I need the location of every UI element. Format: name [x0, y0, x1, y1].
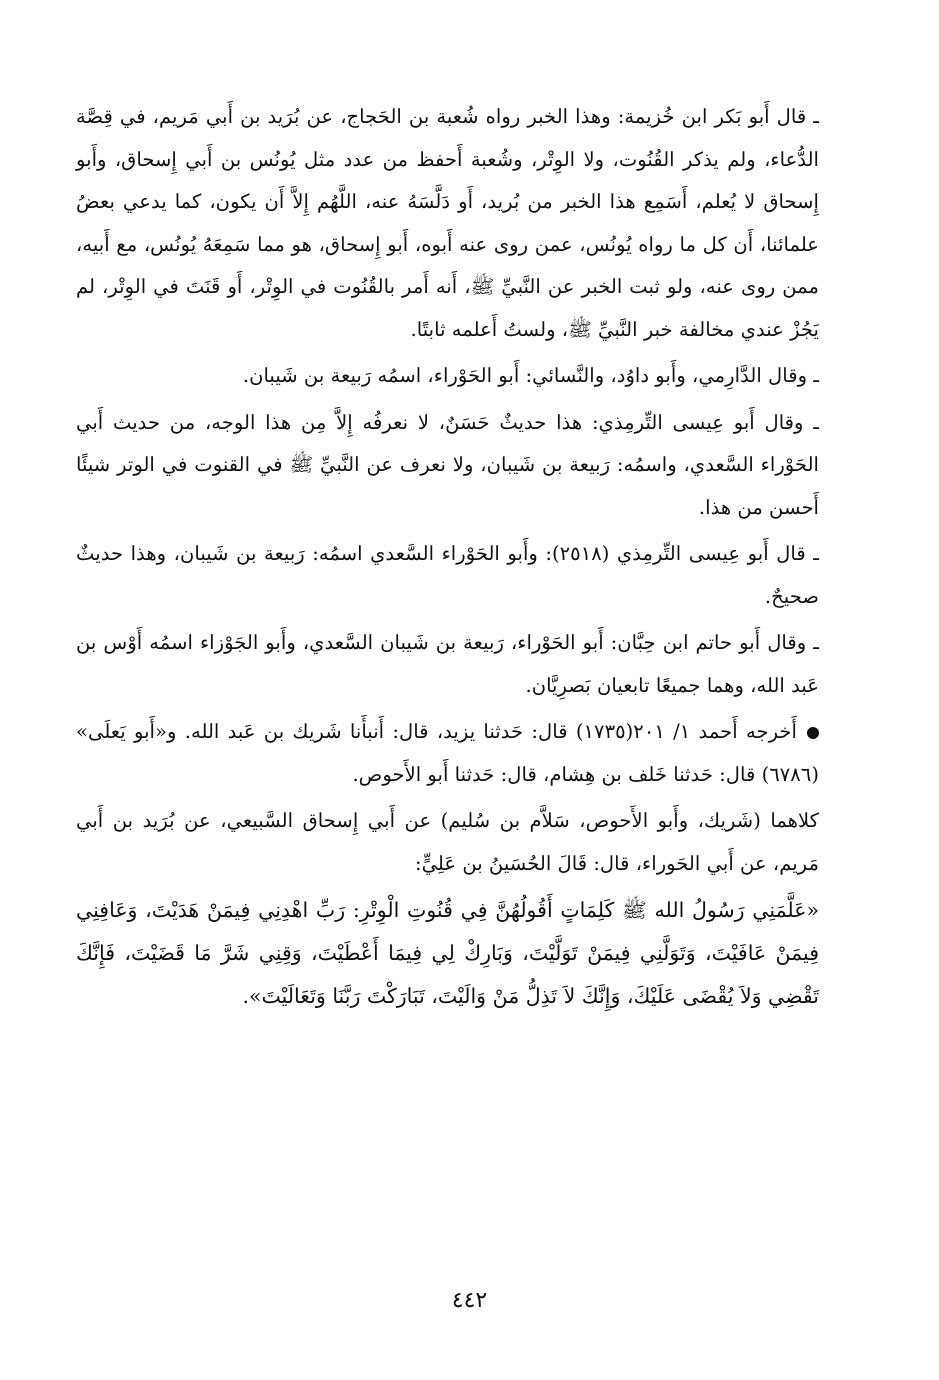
hadith-text: «عَلَّمَنِي رَسُولُ الله ﷺ كَلِمَاتٍ أَقُولُهُنَّ فِي قُنُوتِ الْوِتْرِ: رَبِّ اهْدِنِي فِيمَنْ هَدَيْتَ، وَعَافِنِي فِيمَنْ عَافَيْتَ، وَتَوَلَّنِي فِيمَنْ تَوَلَّيْتَ، وَبَارِكْ لِي فِيمَا أَعْطَيْتَ، وَقِنِي شَرَّ مَا قَضَيْتَ، فَإِنَّكَ تَقْضِي وَلاَ يُقْضَى عَلَيْكَ، وَإِنَّكَ لاَ تَذِلُّ مَنْ وَالَيْتَ، تَبَارَكْتَ رَبَّنَا وَتَعَالَيْتَ». — [76, 898, 819, 1008]
page-number: ٤٤٢ — [451, 1288, 488, 1313]
takhrij-text: أَخرجه أَحمد ١/ ٢٠١(١٧٣٥) قال: حَدثنا يزيد، قال: أَنبأَنا شَريك بن عَبد الله. و«أَبو يَعلَى» (٦٧٨٦) قال: حَدثنا خَلف بن هِشام، قال: حَدثنا أَبو الأَحوص. — [76, 720, 819, 786]
takhrij-paragraph — [76, 711, 819, 796]
bullet-icon — [807, 727, 819, 739]
isnad-paragraph: كلاهما (شَريك، وأَبو الأَحوص، سَلاَّم بن سُليم) عن أَبي إِسحاق السَّبيعي، عن بُرَيد بن أَبي مَريم، عن أَبي الحَوراء، قال: قَالَ الحُسَينُ بن عَلِيٍّ: — [76, 809, 819, 875]
ibn-khuzaima-paragraph: ـ قال أَبو بَكر ابن خُزيمة: وهذا الخبر رواه شُعبة بن الحَجاج، عن بُرَيد بن أَبي مَريم، في قِصَّة الدُّعاء، ولم يذكر القُنُوت، ولا الوِتْر، وشُعبة أَحفظ من عدد مثل يُونُس بن أَبي إِسحاق، وأَبو إِسحاق لا يُعلم، أَسَمِع هذا الخبر من بُريد، أَو دَلَّسَهُ عنه، اللَّهُم إِلاَّ أَن يكون، كما يدعي بعضُ علمائنا، أَن كل ما رواه يُونُس، عمن روى عنه أَبوه، أَبو إِسحاق، هو مما سَمِعَهُ يُونُس، مع أَبيه، ممن روى عنه، ولو ثبت الخبر عن النَّبيِّ ﷺ، أَنه أَمر بالقُنُوت في الوِتْر، أَو قَنَتَ في الوِتْر، لم يَجُزْ عندي مخالفة خبر النَّبيِّ ﷺ، ولستُ أَعلمه ثابتًا. — [76, 105, 819, 341]
page-body — [76, 96, 819, 1039]
tirmidhi-paragraph: ـ وقال أَبو عِيسى التِّرمِذي: هذا حديثٌ حَسَنٌ، لا نعرفُه إِلاَّ مِن هذا الوجه، من حديث أَبي الحَوْراء السَّعدي، واسمُه: رَبيعة بن شَيبان، ولا نعرف عن النَّبيِّ ﷺ في القنوت في الوتر شيئًا أَحسن من هذا. — [76, 410, 819, 519]
ibn-hibban-paragraph: ـ وقال أَبو حاتم ابن حِبَّان: أَبو الحَوْراء، رَبيعة بن شَيبان السَّعدي، وأَبو الجَوْزاء اسمُه أَوْس بن عَبد الله، وهما جميعًا تابعيان بَصرِيَّان. — [76, 631, 819, 697]
darimi-paragraph: ـ وقال الدَّارِمي، وأَبو داوُد، والنَّسائي: أَبو الحَوْراء، اسمُه رَبيعة بن شَيبان. — [242, 364, 819, 387]
tirmidhi-2518-paragraph: ـ قال أَبو عِيسى التِّرمِذي (٢٥١٨): وأَبو الحَوْراء السَّعدي اسمُه: رَبيعة بن شَيبان، وهذا حديثٌ صحيحٌ. — [76, 542, 819, 608]
